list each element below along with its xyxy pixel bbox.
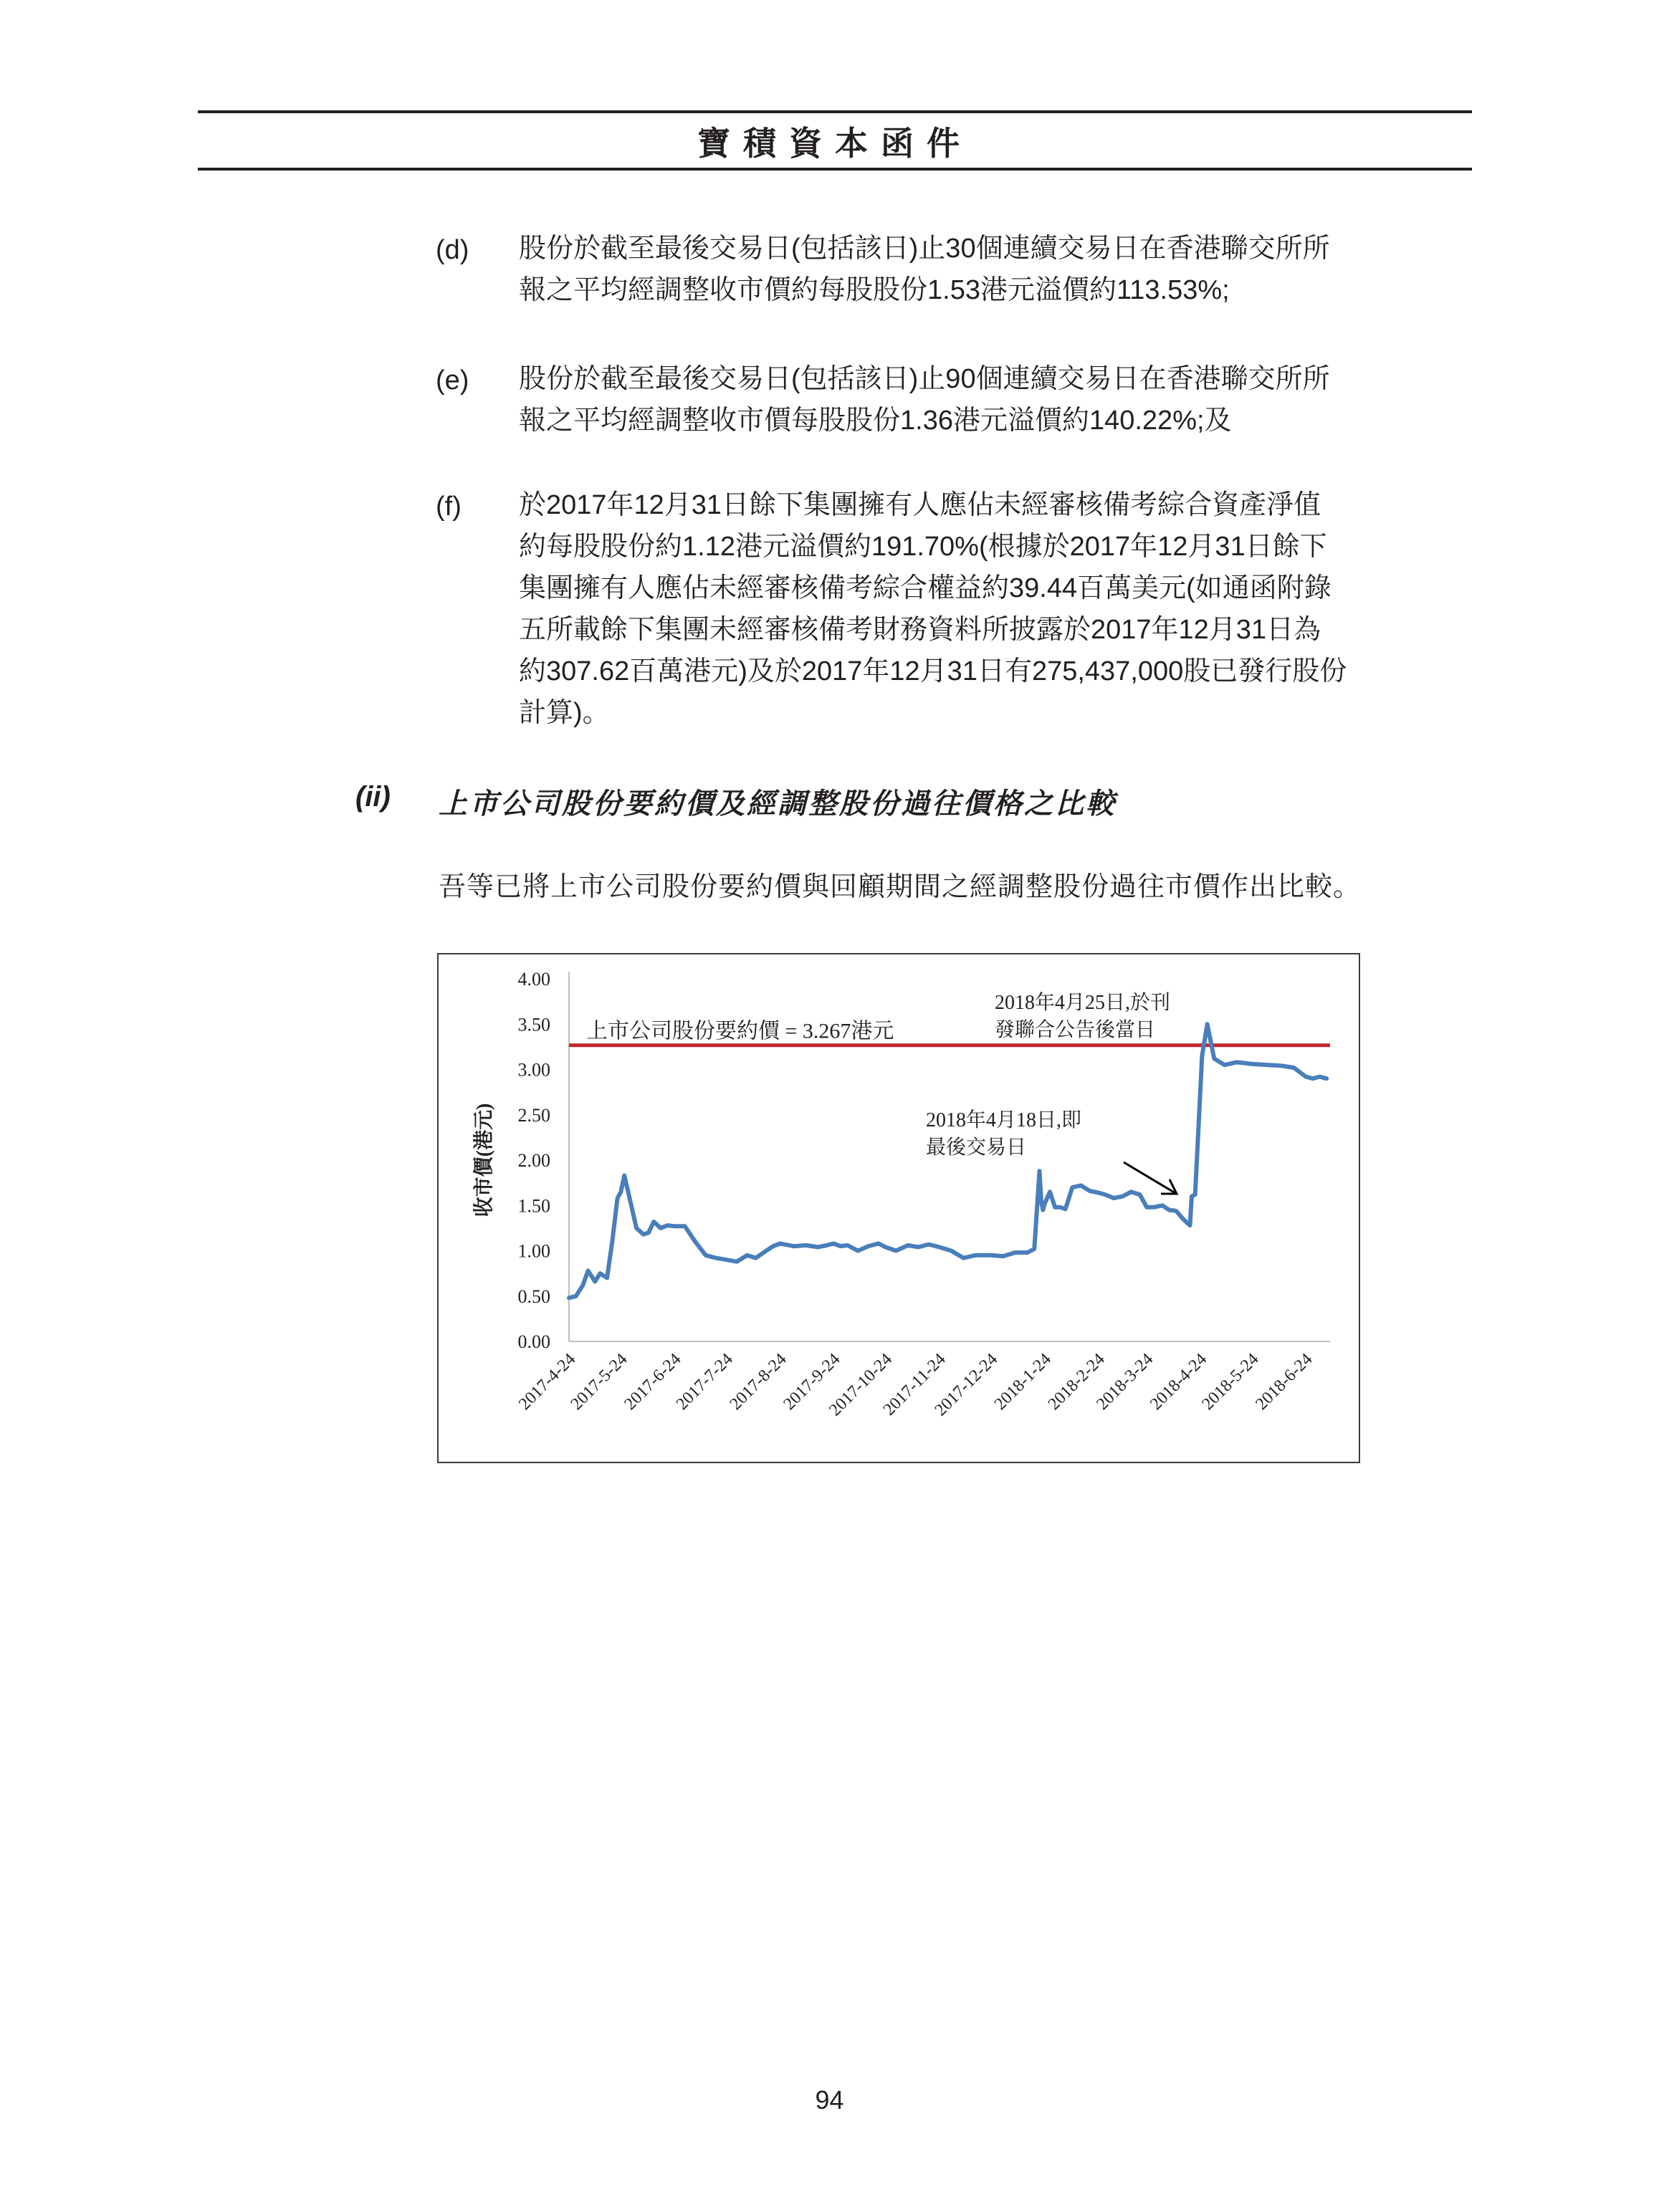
x-tick-label: 2017-4-24 <box>515 1349 580 1414</box>
x-tick-label: 2017-5-24 <box>567 1349 631 1414</box>
item-line: 約307.62百萬港元)及於2017年12月31日有275,437,000股已發行股份 <box>519 656 1347 686</box>
item-line: 計算)。 <box>519 698 610 728</box>
header-top-rule <box>198 110 1472 113</box>
annotation-apr18-line1: 2018年4月18日,即 <box>926 1109 1082 1131</box>
header-bottom-rule <box>198 168 1472 171</box>
annotation-apr18-line2: 最後交易日 <box>926 1136 1027 1159</box>
offer-price-label: 上市公司股份要約價 = 3.267港元 <box>586 1019 894 1043</box>
x-tick-label: 2018-1-24 <box>990 1349 1055 1414</box>
x-tick-label: 2018-6-24 <box>1252 1349 1316 1414</box>
section-title: 上市公司股份要約價及經調整股份過往價格之比較 <box>439 788 1117 820</box>
x-tick-label: 2018-4-24 <box>1147 1349 1211 1414</box>
y-tick-label: 0.50 <box>517 1285 550 1307</box>
x-tick-label: 2017-7-24 <box>672 1349 737 1414</box>
y-axis-label: 收市價(港元) <box>473 1103 495 1217</box>
item-line: 股份於截至最後交易日(包括該日)止30個連續交易日在香港聯交所所 <box>519 234 1330 264</box>
y-tick-label: 2.00 <box>517 1150 550 1171</box>
section-number: (ii) <box>355 781 391 813</box>
y-tick-label: 1.00 <box>517 1240 550 1262</box>
annotation-apr25-line2: 發聯合公告後當日 <box>995 1019 1156 1041</box>
x-tick-label: 2018-2-24 <box>1044 1349 1109 1414</box>
item-line: 集團擁有人應佔未經審核備考綜合權益約39.44百萬美元(如通函附錄 <box>519 573 1331 603</box>
item-text-d <box>519 228 1472 311</box>
item-line: 約每股股份約1.12港元溢價約191.70%(根據於2017年12月31日餘下 <box>519 532 1327 562</box>
annotation-apr25-line1: 2018年4月25日,於刊 <box>995 992 1171 1014</box>
item-label-d: (d) <box>436 235 469 265</box>
x-tick-label: 2017-10-24 <box>826 1349 896 1420</box>
x-tick-label: 2017-11-24 <box>879 1349 950 1419</box>
y-tick-label: 3.50 <box>517 1014 550 1035</box>
y-tick-label: 4.00 <box>517 969 550 990</box>
annotation-arrow-shaft <box>1124 1162 1175 1193</box>
item-line: 報之平均經調整收市價每股股份1.36港元溢價約140.22%;及 <box>519 406 1232 436</box>
item-line: 五所載餘下集團未經審核備考財務資料所披露於2017年12月31日為 <box>519 615 1321 645</box>
page-header-title: 寶積資本函件 <box>697 124 972 163</box>
x-tick-label: 2017-12-24 <box>931 1349 1002 1420</box>
price-chart-frame <box>437 953 1360 1463</box>
x-tick-label: 2018-5-24 <box>1198 1349 1263 1414</box>
item-label-e: (e) <box>436 365 469 396</box>
x-tick-label: 2017-8-24 <box>726 1349 790 1414</box>
x-tick-label: 2018-3-24 <box>1093 1349 1157 1414</box>
y-tick-label: 3.00 <box>517 1059 550 1081</box>
item-label-f: (f) <box>436 492 462 522</box>
item-line: 於2017年12月31日餘下集團擁有人應佔未經審核備考綜合資產淨值 <box>519 490 1321 520</box>
price-series-line <box>569 1024 1326 1298</box>
item-line: 股份於截至最後交易日(包括該日)止90個連續交易日在香港聯交所所 <box>519 364 1330 394</box>
item-text-f <box>519 484 1472 734</box>
page-number: 94 <box>815 2085 844 2115</box>
x-tick-label: 2017-9-24 <box>780 1349 844 1414</box>
item-text-e <box>519 358 1472 441</box>
y-tick-label: 2.50 <box>517 1104 550 1126</box>
y-tick-label: 1.50 <box>517 1195 550 1217</box>
x-tick-label: 2017-6-24 <box>621 1349 685 1414</box>
item-line: 報之平均經調整收市價約每股股份1.53港元溢價約113.53%; <box>519 275 1230 305</box>
section-intro: 吾等已將上市公司股份要約價與回顧期間之經調整股份過往市價作出比較。 <box>439 872 1362 902</box>
y-tick-label: 0.00 <box>517 1331 550 1352</box>
price-chart <box>439 954 1359 1462</box>
